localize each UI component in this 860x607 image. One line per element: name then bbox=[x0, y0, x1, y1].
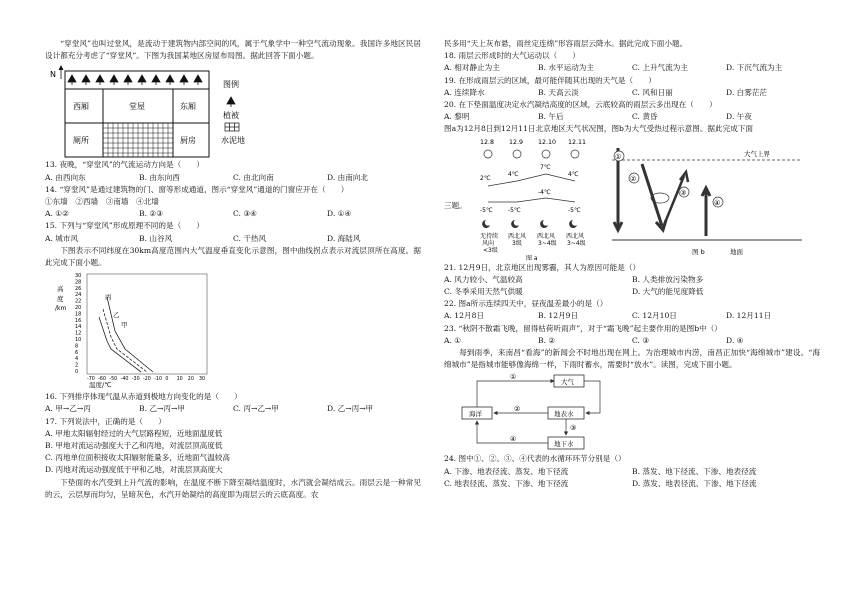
cycle-atmosphere: 大气 bbox=[561, 378, 574, 387]
y-tick-label: 18 bbox=[75, 311, 82, 318]
figure-b bbox=[612, 148, 802, 256]
chart-y-ticks bbox=[75, 273, 81, 375]
y-tick-label: 16 bbox=[75, 318, 82, 325]
q24-options-cd bbox=[444, 478, 820, 490]
figa-low-2: -5℃ bbox=[508, 206, 521, 214]
figa-wind3-1: <3级 bbox=[483, 246, 498, 254]
figa-wind2-2: 3级 bbox=[512, 239, 522, 247]
figa-date-3: 12.10 bbox=[538, 138, 557, 146]
intro-paragraph-4: 图a为12月8日到12月11日北京地区天气状况图，图b为大气受热过程示意图。据此完成下面 bbox=[444, 124, 753, 134]
q13-options bbox=[45, 172, 421, 184]
figa-low-4: -5℃ bbox=[568, 206, 581, 214]
q15-option-d[interactable]: D. 海陆风 bbox=[327, 233, 361, 243]
right-column bbox=[444, 38, 820, 490]
q15-options bbox=[45, 233, 421, 245]
north-label: N bbox=[50, 70, 56, 80]
x-tick-label: -20 bbox=[143, 377, 151, 383]
q22-option-b[interactable]: B. 12月9日 bbox=[538, 311, 579, 321]
y-tick-label: 10 bbox=[75, 337, 82, 344]
cycle-num-1: ① bbox=[510, 373, 517, 382]
sun-icon bbox=[513, 150, 521, 158]
curve-label-bing: 丙 bbox=[105, 293, 112, 302]
intro-paragraph-3: 下垫面的水汽受到上升气流的影响，在温度不断下降至凝结温度时，水汽就会凝结成云。雨层云是一种常见的云，云层厚而均匀，呈暗灰色，水汽开始凝结的高度即为雨层云的云底高度。农 bbox=[45, 477, 421, 499]
room-west: 西厢 bbox=[73, 102, 89, 112]
cloud-night-icon bbox=[482, 220, 490, 228]
cycle-ground: 地下水 bbox=[554, 440, 574, 449]
q17-option-a[interactable]: A. 甲地太阳辐射经过的大气层路程短，近地面温度低 bbox=[45, 428, 223, 438]
x-tick-label: -10 bbox=[154, 377, 163, 383]
figa-high-4: 4℃ bbox=[568, 170, 579, 178]
intro-paragraph-1: “穿堂风”也叫过堂风，是流动于建筑物内部空间的风，属于气象学中一种空气流动现象。我国许多地区民居设计都充分考虑了“穿堂风”。下图为我国某地区房屋布局图。据此回答下面小题。 bbox=[45, 39, 421, 61]
figa-wind1-4: 西北风 bbox=[566, 232, 585, 240]
y-tick-label: 26 bbox=[75, 286, 82, 293]
x-tick-label: -50 bbox=[109, 377, 118, 383]
figb-num-3: ③ bbox=[680, 188, 687, 197]
temperature-profile-figure bbox=[45, 269, 421, 391]
q18-option-d[interactable]: D. 下沉气流为主 bbox=[726, 63, 783, 73]
q13-option-b[interactable]: B. 由东向西 bbox=[139, 172, 180, 182]
q24-option-a[interactable]: A. 下渗、地表径流、蒸发、地下径流 bbox=[444, 466, 569, 476]
q21-option-a[interactable]: A. 风力较小、气温较高 bbox=[444, 274, 523, 284]
y-tick-label: 2 bbox=[75, 362, 79, 369]
figa-high-1: 2℃ bbox=[480, 174, 491, 182]
q15-option-a[interactable]: A. 城市风 bbox=[45, 233, 79, 243]
weather-figures bbox=[444, 136, 820, 262]
q24-option-b[interactable]: B. 蒸发、地下径流、下渗、地表径流 bbox=[632, 466, 757, 476]
x-tick-label: -40 bbox=[120, 377, 129, 383]
figb-num-4: ④ bbox=[714, 198, 721, 207]
arrow-2-icon bbox=[642, 164, 666, 230]
water-cycle-figure bbox=[444, 371, 820, 453]
q14-option-c[interactable]: C. ③④ bbox=[233, 209, 257, 219]
q20-option-a[interactable]: A. 黎明 bbox=[444, 112, 470, 122]
figa-high-3: 7℃ bbox=[540, 163, 551, 171]
question-19: 19. 在形成雨层云的区域，最可能伴随其出现的天气是（ ） bbox=[444, 75, 656, 85]
legend-cement: 水泥地 bbox=[221, 136, 245, 146]
moon-icon bbox=[569, 220, 577, 228]
q19-option-c[interactable]: C. 风和日丽 bbox=[632, 87, 673, 97]
x-tick-label: -30 bbox=[131, 377, 140, 383]
question-23: 23. “秋阴不散霜飞晚，留得枯荷听雨声”，对于“霜飞晚”起主要作用的是图b中（） bbox=[444, 323, 722, 333]
figb-top-label: 大气上界 bbox=[744, 149, 770, 158]
curve-yi bbox=[103, 309, 147, 372]
cycle-num-3: ③ bbox=[570, 424, 577, 433]
question-14: 14. “穿堂风”是通过建筑物的门、窗等形成通道，图示“穿堂风”通道的门窗应开在（ ） bbox=[45, 184, 349, 194]
figb-num-1: ① bbox=[615, 152, 622, 161]
q18-option-c[interactable]: C. 上升气流为主 bbox=[632, 63, 688, 73]
q23-option-d[interactable]: D. ④ bbox=[726, 335, 744, 345]
north-arrow-icon bbox=[59, 65, 64, 70]
chart-yunit: /km bbox=[55, 305, 67, 313]
question-24: 24. 图中①、②、③、④代表的水循环环节分别是（） bbox=[444, 454, 626, 464]
q14-options bbox=[45, 208, 421, 220]
q14-items: ①东墙 ②西墙 ③南墙 ④北墙 bbox=[45, 197, 159, 207]
q17-option-d[interactable]: D. 丙地对流运动强度低于甲和乙地，对流层顶高度大 bbox=[45, 465, 223, 475]
q16-options bbox=[45, 403, 421, 415]
q15-option-c[interactable]: C. 干热风 bbox=[233, 233, 267, 243]
q15-option-b[interactable]: B. 山谷风 bbox=[139, 233, 173, 243]
arrow-3-icon bbox=[662, 172, 688, 230]
figa-wind1-1: 无持续 bbox=[480, 232, 499, 240]
intro-paragraph-2: 下图表示不同纬度在30km高度范围内大气温度垂直变化示意图，图中曲线拐点表示对流层顶所在高度。据此完成下面小题。 bbox=[45, 245, 421, 268]
y-tick-label: 6 bbox=[75, 350, 79, 357]
q23-option-c[interactable]: C. ③ bbox=[632, 335, 650, 345]
figa-wind1-2: 西北风 bbox=[508, 232, 527, 240]
room-main: 堂屋 bbox=[129, 102, 145, 112]
figa-date-2: 12.9 bbox=[509, 138, 524, 146]
q23-option-b[interactable]: B. ② bbox=[538, 335, 556, 345]
q14-option-d[interactable]: D. ①④ bbox=[327, 209, 352, 219]
y-tick-label: 30 bbox=[75, 273, 82, 280]
q20-option-d[interactable]: D. 午夜 bbox=[726, 112, 752, 122]
figa-wind1-3: 西北风 bbox=[537, 232, 556, 240]
q17-option-c[interactable]: C. 丙地单位面积接收太阳辐射能量多，近地面气温较高 bbox=[45, 453, 231, 463]
cycle-num-2: ② bbox=[514, 405, 521, 414]
x-tick-label: -60 bbox=[98, 377, 107, 383]
y-tick-label: 20 bbox=[75, 305, 82, 312]
sun-icon bbox=[571, 150, 579, 158]
left-column bbox=[45, 38, 421, 501]
y-tick-label: 4 bbox=[75, 356, 79, 363]
q13-option-c[interactable]: C. 由北向南 bbox=[233, 172, 274, 182]
q20-options bbox=[444, 111, 820, 123]
figa-low-3: -4℃ bbox=[538, 188, 551, 196]
sun-icon bbox=[484, 150, 492, 158]
q21-options-ab bbox=[444, 274, 820, 286]
chart-ylabel-2: 度 bbox=[57, 295, 64, 304]
question-15: 15. 下列与“穿堂风”形成原理不同的是（ ） bbox=[45, 221, 204, 231]
cycle-num-4: ④ bbox=[510, 435, 517, 444]
room-toilet: 厕所 bbox=[73, 136, 89, 146]
figure-a bbox=[480, 139, 586, 262]
water-cycle-svg bbox=[444, 371, 820, 453]
cycle-surface: 地表水 bbox=[554, 410, 574, 419]
q18-options bbox=[444, 62, 820, 74]
figb-ground-label: 地面 bbox=[730, 247, 743, 256]
y-tick-label: 14 bbox=[75, 324, 82, 331]
curve-bing bbox=[99, 317, 141, 372]
q23-option-a[interactable]: A. ① bbox=[444, 335, 462, 345]
tree-icons bbox=[68, 75, 202, 85]
question-18: 18. 雨层云形成时的大气运动以（ ） bbox=[444, 51, 580, 61]
figa-date-4: 12.11 bbox=[568, 138, 587, 146]
figa-wind2-1: 风向 bbox=[482, 239, 495, 247]
q19-option-a[interactable]: A. 连续降水 bbox=[444, 87, 485, 97]
y-tick-label: 24 bbox=[75, 292, 82, 299]
x-tick-label: 10 bbox=[176, 377, 183, 383]
figa-high-line bbox=[488, 174, 575, 186]
q21-option-d[interactable]: D. 大气的能见度降低 bbox=[632, 287, 704, 297]
x-tick-label: 30 bbox=[199, 377, 206, 383]
y-tick-label: 8 bbox=[75, 343, 79, 350]
temperature-profile-svg bbox=[45, 269, 421, 391]
q19-option-d[interactable]: D. 白雾茫茫 bbox=[726, 87, 768, 97]
q20-option-c[interactable]: C. 黄昏 bbox=[632, 112, 658, 122]
chart-xlabel: 温度/℃ bbox=[89, 381, 112, 390]
q22-options bbox=[444, 310, 820, 322]
weather-figures-svg bbox=[444, 136, 820, 262]
figa-low-line bbox=[488, 198, 575, 202]
intro-paragraph-4-end: 三题。 bbox=[444, 200, 467, 210]
house-layout-svg bbox=[45, 65, 421, 159]
q20-option-b[interactable]: B. 午后 bbox=[538, 112, 564, 122]
room-east: 东厢 bbox=[180, 102, 196, 112]
question-17: 17. 下列说法中，正确的是（ ） bbox=[45, 416, 166, 426]
q24-option-c[interactable]: C. 地表径流、蒸发、下渗、地下径流 bbox=[444, 478, 569, 488]
q22-option-c[interactable]: C. 12月10日 bbox=[632, 311, 677, 321]
curve-jia bbox=[107, 297, 153, 372]
moon-icon bbox=[540, 220, 548, 228]
q21-option-c[interactable]: C. 冬季采用天然气供暖 bbox=[444, 287, 523, 297]
question-16: 16. 下列排序体现气温从赤道到极地方向变化的是（ ） bbox=[45, 392, 242, 402]
room-kitchen: 厨房 bbox=[180, 136, 196, 146]
q17-option-b[interactable]: B. 甲地对流运动强度大于乙和丙地，对流层顶高度低 bbox=[45, 441, 223, 451]
tree-icon bbox=[227, 97, 235, 107]
figa-high-2: 4℃ bbox=[508, 170, 519, 178]
x-tick-label: 0 bbox=[165, 377, 169, 383]
q22-option-d[interactable]: D. 12月11日 bbox=[726, 311, 772, 321]
intro-paragraph-3-cont: 民多用“天上灰布悬，雨丝定连绵”形容雨层云降水。据此完成下面小题。 bbox=[444, 39, 688, 48]
curve-label-yi: 乙 bbox=[113, 311, 120, 320]
q23-options bbox=[444, 335, 820, 347]
figb-caption: 图 b bbox=[692, 247, 705, 256]
q16-option-d[interactable]: D. 乙→丙→甲 bbox=[327, 404, 374, 414]
chart-frame bbox=[87, 274, 207, 374]
legend-title: 图例 bbox=[223, 80, 239, 90]
arrow-4-icon bbox=[702, 188, 710, 236]
y-tick-label: 12 bbox=[75, 330, 82, 337]
y-tick-label: 0 bbox=[75, 369, 79, 376]
q21-option-b[interactable]: B. 人类排放污染物多 bbox=[632, 274, 704, 284]
q16-option-a[interactable]: A. 甲→乙→丙 bbox=[45, 404, 91, 414]
courtyard-grid bbox=[103, 123, 173, 157]
q13-option-d[interactable]: D. 由南向北 bbox=[327, 172, 369, 182]
figa-low-1: -5℃ bbox=[480, 206, 493, 214]
q19-options bbox=[444, 87, 820, 99]
x-tick-label: 20 bbox=[187, 377, 194, 383]
curve-label-jia: 甲 bbox=[121, 321, 128, 330]
figa-date-1: 12.8 bbox=[480, 138, 495, 146]
q24-options-ab bbox=[444, 466, 820, 478]
q18-option-b[interactable]: B. 水平运动为主 bbox=[538, 63, 594, 73]
figa-wind2-4: 3~4级 bbox=[567, 239, 586, 247]
intro-paragraph-5: 每到雨季，来南昌“看海”的新闻会不时地出现在网上。为治理城市内涝，南昌正加快“海绵城市”建设。“海绵城市”是指城市能够像海绵一样，下雨时蓄水，需要时“放水”。读图，完成下面小题。 bbox=[444, 348, 820, 370]
q16-option-b[interactable]: B. 乙→丙→甲 bbox=[139, 404, 185, 414]
q13-option-a[interactable]: A. 由西向东 bbox=[45, 172, 86, 182]
q14-option-a[interactable]: A. ①② bbox=[45, 209, 69, 219]
figa-caption: 图 a bbox=[526, 254, 538, 262]
figa-wind2-3: 3~4级 bbox=[538, 239, 557, 247]
figb-num-2: ② bbox=[630, 174, 637, 183]
q22-option-a[interactable]: A. 12月8日 bbox=[444, 311, 484, 321]
chart-ylabel-1: 高 bbox=[57, 285, 64, 294]
q19-option-b[interactable]: B. 天高云淡 bbox=[538, 87, 579, 97]
house-layout-figure bbox=[45, 65, 421, 159]
y-tick-label: 28 bbox=[75, 279, 82, 286]
sun-icon bbox=[542, 150, 550, 158]
q21-options-cd bbox=[444, 286, 820, 298]
question-22: 22. 图a所示连续四天中，昼夜温差最小的是（） bbox=[444, 299, 608, 309]
x-tick-label: -70 bbox=[87, 377, 95, 383]
question-20: 20. 在下垫面温度决定水汽凝结高度的区域，云底较高的雨层云多出现在（ ） bbox=[444, 100, 717, 110]
y-tick-label: 22 bbox=[75, 298, 82, 305]
q24-option-d[interactable]: D. 蒸发、地表径流、下渗、地下径流 bbox=[632, 478, 757, 488]
cement-legend-icon bbox=[225, 123, 239, 131]
question-13: 13. 夜晚，“穿堂风”的气流运动方向是（ ） bbox=[45, 160, 204, 170]
cycle-ocean: 海洋 bbox=[469, 410, 482, 419]
q18-option-a[interactable]: A. 相对静止为主 bbox=[444, 63, 500, 73]
question-21: 21. 12月9日，北京地区出现雾霾，其人为原因可能是（） bbox=[444, 262, 641, 272]
q16-option-c[interactable]: C. 丙→乙→甲 bbox=[233, 404, 279, 414]
cloud-night-icon bbox=[511, 220, 519, 228]
legend-vegetation: 植被 bbox=[223, 111, 239, 121]
q14-option-b[interactable]: B. ②③ bbox=[139, 209, 164, 219]
